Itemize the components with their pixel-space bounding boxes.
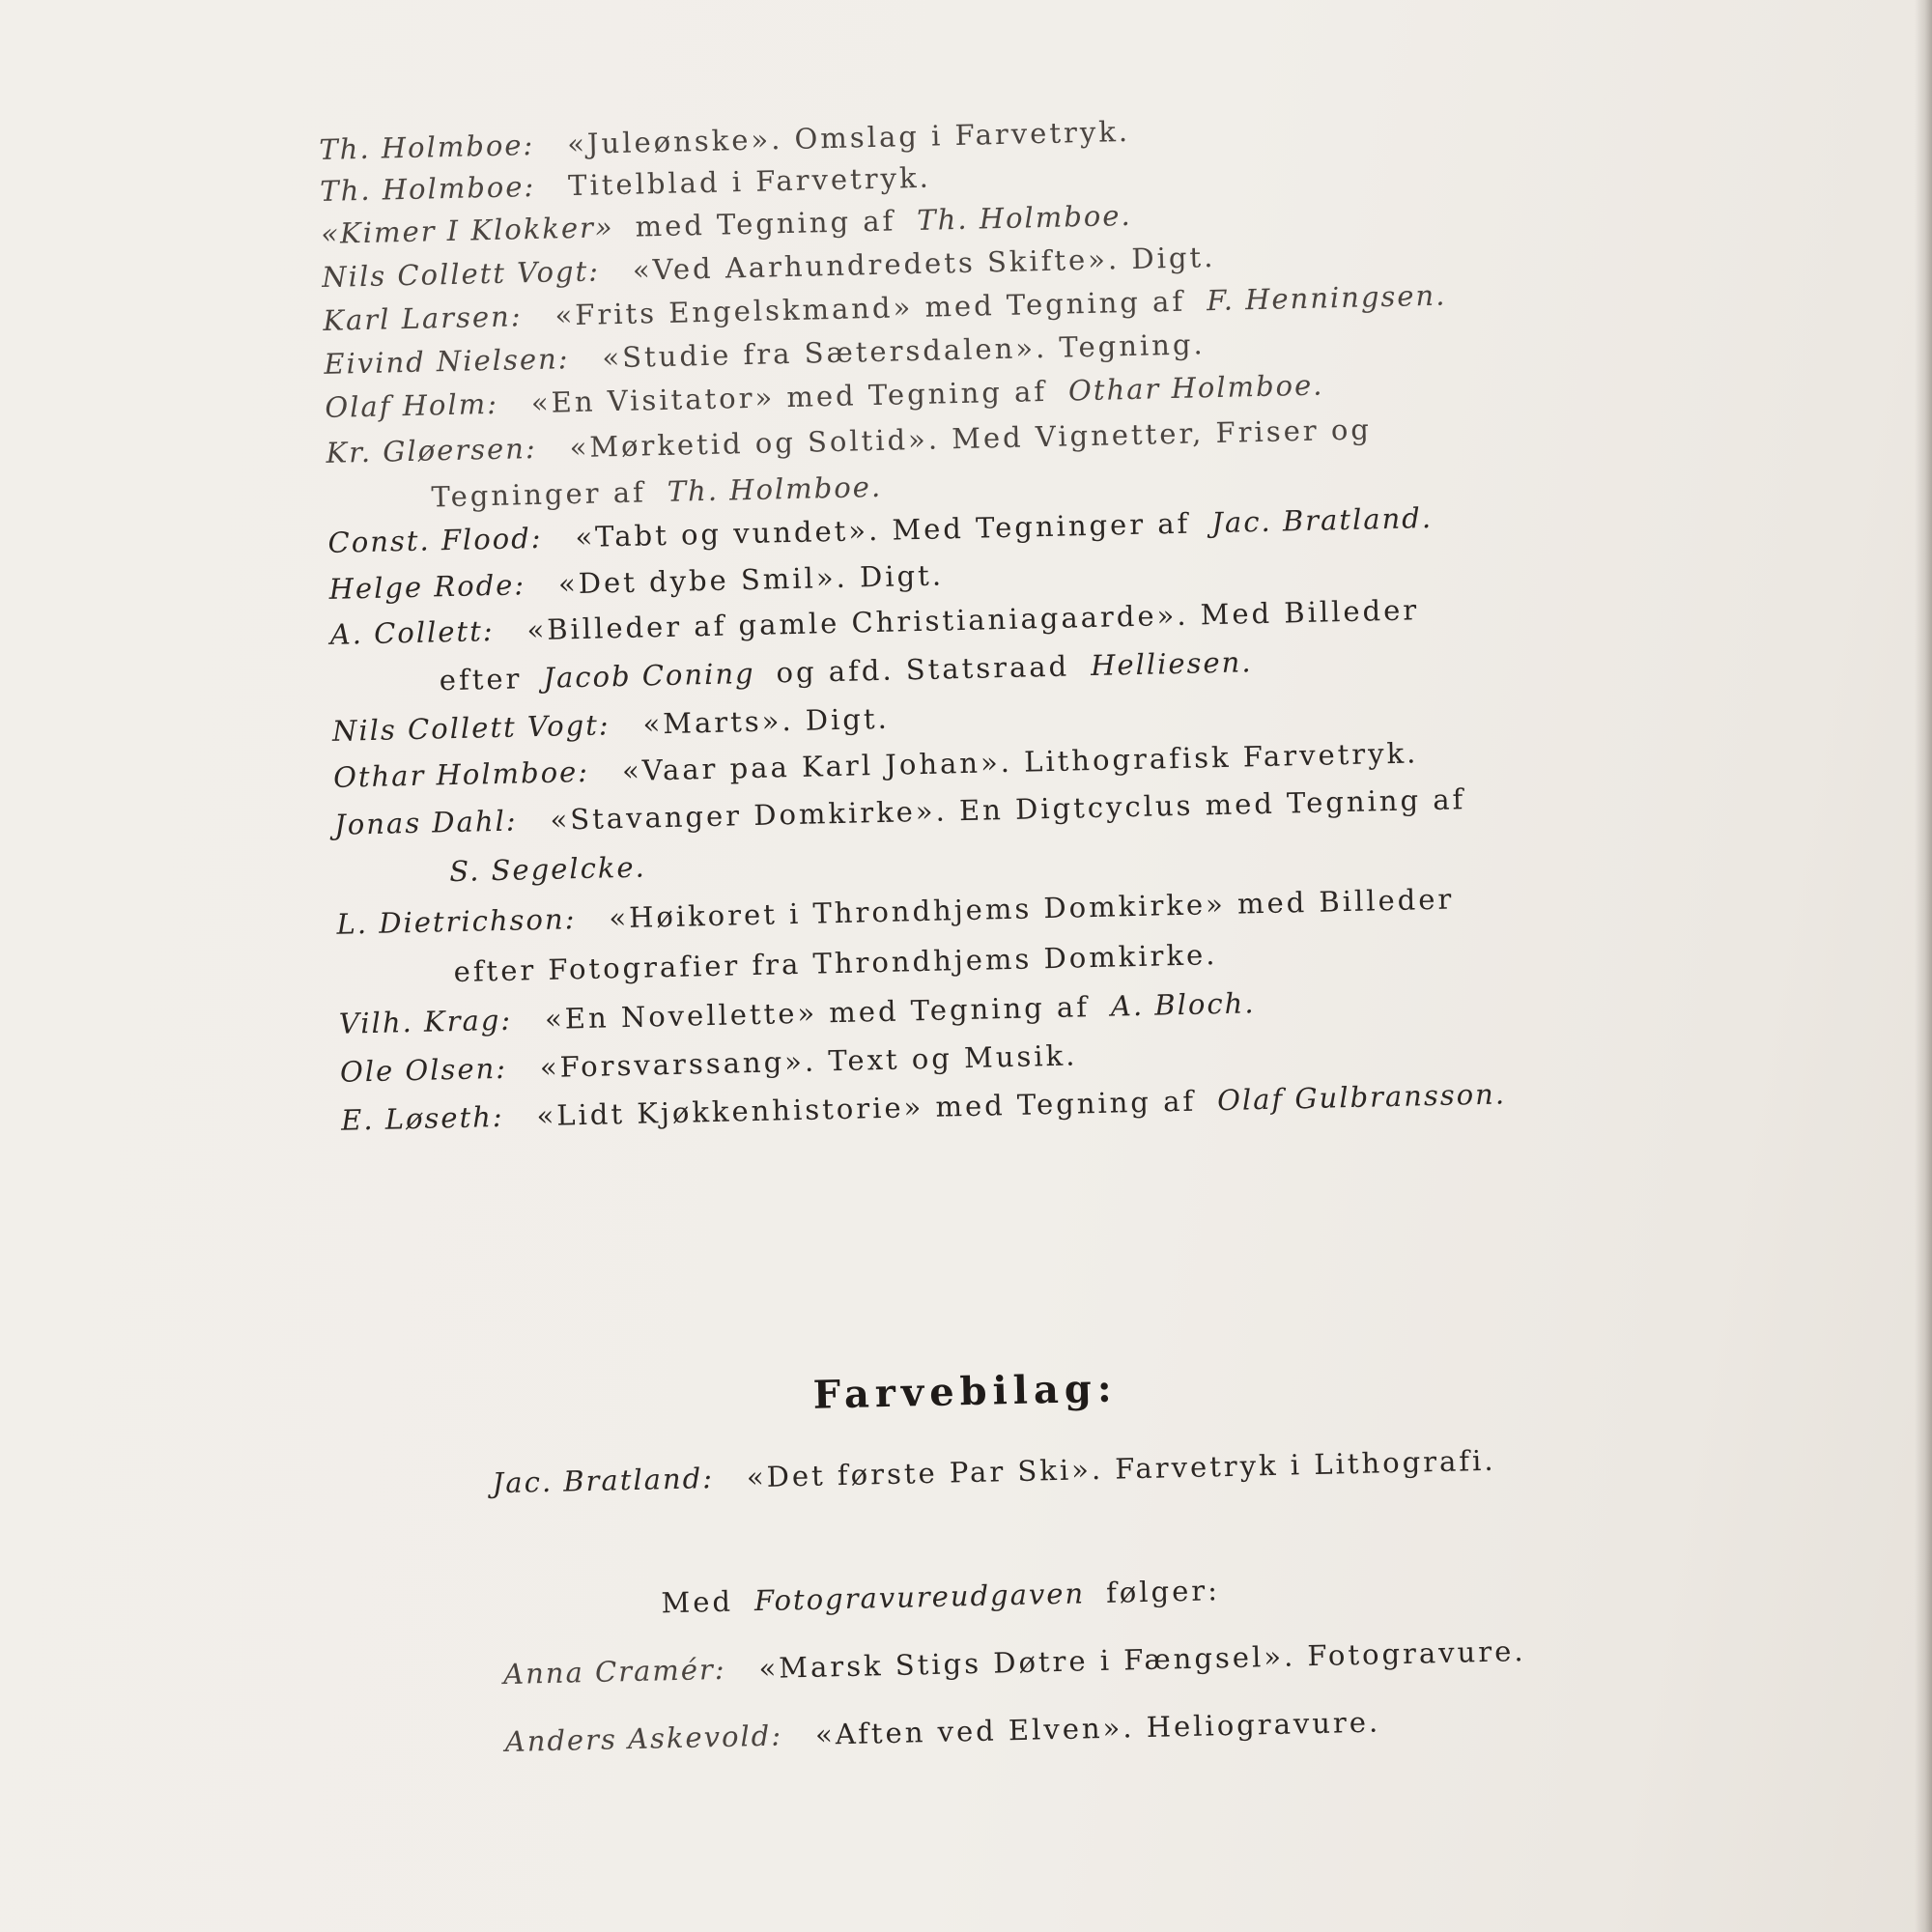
- entry-author: Nils Collett Vogt:: [331, 708, 611, 748]
- entry-title: «Aften ved Elven». Heliogravure.: [814, 1705, 1381, 1751]
- intro-text: følger:: [1105, 1574, 1221, 1609]
- entry-author: E. Løseth:: [340, 1099, 504, 1137]
- entry-illustrator: S. Segelcke.: [448, 850, 647, 889]
- toc-entry-continuation: [431, 470, 882, 514]
- entry-title-italic: «Kimer I Klokker»: [320, 211, 615, 250]
- entry-illustrator: Olaf Gulbransson.: [1216, 1077, 1507, 1118]
- entry-author: Helge Rode:: [328, 568, 526, 606]
- entry-illustrator: Th. Holmboe.: [916, 198, 1132, 237]
- toc-entry: [332, 702, 891, 748]
- entry-author: Th. Holmboe:: [319, 169, 536, 208]
- toc-entry: [329, 593, 1419, 651]
- entry-author: Kr. Gløersen:: [326, 431, 537, 469]
- entry-author: Jonas Dahl:: [333, 804, 518, 841]
- entry-title: «Studie fra Sætersdalen». Tegning.: [602, 327, 1207, 375]
- entry-author: Ole Olsen:: [339, 1051, 508, 1089]
- entry-author: L. Dietrichson:: [336, 902, 577, 941]
- farvebilag-entry: [492, 1444, 1496, 1500]
- intro-edition: Fotogravureudgaven: [753, 1577, 1086, 1618]
- entry-title: «Billeder af gamle Christianiagaarde». Med Billeder: [526, 593, 1420, 647]
- entry-illustrator: F. Henningsen.: [1206, 278, 1447, 318]
- toc-entry: [336, 883, 1455, 941]
- entry-title: med Tegning af: [635, 204, 896, 243]
- entry-title: «Marts». Digt.: [642, 701, 891, 741]
- toc-entry: [341, 1077, 1507, 1136]
- entry-title: «Tabt og vundet». Med Tegninger af: [575, 506, 1191, 554]
- entry-title: «Ved Aarhundredets Skifte». Digt.: [632, 240, 1216, 287]
- entry-illustrator: Othar Holmboe.: [1067, 368, 1324, 408]
- entry-title: «Høikoret i Throndhjems Domkirke» med Billeder: [608, 882, 1455, 935]
- fotogravure-entry: [503, 1634, 1526, 1690]
- entry-title: «Stavanger Domkirke». En Digtcyclus med Tegning af: [550, 782, 1466, 837]
- entry-continuation-text: efter: [439, 662, 523, 697]
- toc-entry: [324, 327, 1206, 381]
- section-heading-farvebilag: Farvebilag:: [812, 1365, 1119, 1418]
- fotogravure-intro: [661, 1574, 1220, 1619]
- entry-author: Th. Holmboe:: [318, 128, 535, 166]
- entry-illustrator: Jac. Bratland.: [1210, 500, 1434, 540]
- entry-title: «Juleønske». Omslag i Farvetryk.: [566, 114, 1131, 161]
- entry-title: «Det første Par Ski». Farvetryk i Lithografi.: [746, 1443, 1496, 1494]
- entry-author: Anna Cramér:: [502, 1652, 726, 1691]
- entry-author: Const. Flood:: [327, 521, 543, 559]
- entry-continuation-text: efter Fotografier fra Throndhjems Domkirke.: [453, 938, 1218, 989]
- entry-title: «Det dybe Smil». Digt.: [557, 558, 945, 601]
- toc-entry: [326, 412, 1372, 469]
- toc-entry: [340, 1038, 1078, 1088]
- entry-author: Nils Collett Vogt:: [321, 254, 601, 294]
- toc-entry: [321, 199, 1132, 250]
- entry-title: «Vaar paa Karl Johan». Lithografisk Farvetryk.: [621, 736, 1419, 788]
- toc-entry: [338, 986, 1255, 1040]
- toc-entry-continuation: [449, 851, 646, 889]
- entry-title: «Frits Engelskmand» med Tegning af: [554, 284, 1186, 332]
- intro-text: Med: [661, 1584, 734, 1620]
- entry-continuation-text: Tegninger af: [431, 475, 647, 514]
- entry-title: «Lidt Kjøkkenhistorie» med Tegning af: [536, 1084, 1197, 1133]
- entry-illustrator: Th. Holmboe.: [667, 469, 883, 508]
- entry-illustrator: A. Bloch.: [1110, 986, 1256, 1023]
- entry-author: Vilh. Krag:: [338, 1003, 513, 1040]
- entry-author: Othar Holmboe:: [332, 754, 590, 794]
- entry-author: Eivind Nielsen:: [323, 342, 570, 381]
- toc-entry: [319, 115, 1130, 166]
- entry-author: Karl Larsen:: [322, 299, 523, 337]
- toc-entry-continuation: [439, 645, 1252, 696]
- entry-title: «En Novellette» med Tegning af: [544, 990, 1091, 1036]
- toc-entry: [322, 241, 1216, 294]
- toc-entry: [334, 782, 1466, 841]
- entry-author: Olaf Holm:: [325, 386, 499, 424]
- entry-title: «Marsk Stigs Døtre i Fængsel». Fotogravure.: [758, 1634, 1526, 1686]
- toc-entry: [333, 736, 1419, 793]
- toc-entry-continuation: [453, 938, 1217, 988]
- fotogravure-entry: [504, 1705, 1380, 1758]
- entry-continuation-text: og afd. Statsraad: [776, 649, 1070, 690]
- entry-author: Jac. Bratland:: [492, 1462, 715, 1500]
- entry-illustrator: Jacob Coning: [542, 656, 755, 695]
- entry-author: Anders Askevold:: [504, 1719, 783, 1759]
- entry-title: «Forsvarssang». Text og Musik.: [539, 1038, 1078, 1085]
- entry-title: Titelblad i Farvetryk.: [567, 160, 932, 203]
- entry-author: A. Collett:: [329, 614, 495, 651]
- entry-title: «Mørketid og Soltid». Med Vignetter, Friser og: [569, 412, 1373, 465]
- toc-entry: [320, 161, 931, 208]
- entry-illustrator: Helliesen.: [1090, 645, 1253, 683]
- toc-entry: [328, 558, 944, 605]
- entry-title: «En Visitator» med Tegning af: [530, 374, 1048, 420]
